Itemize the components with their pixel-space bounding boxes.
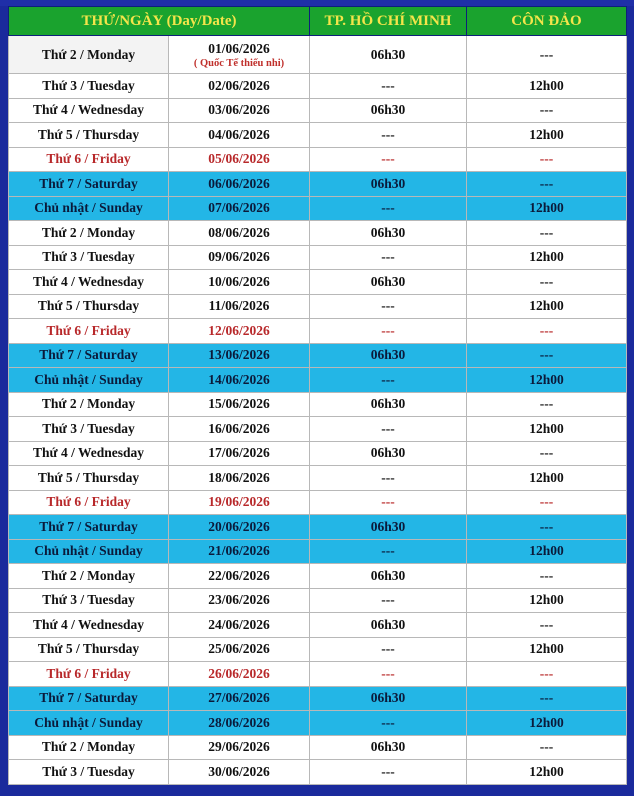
hcm-time-cell: --- xyxy=(310,245,467,270)
schedule-row xyxy=(9,417,627,442)
con-dao-time-cell: --- xyxy=(467,441,627,466)
schedule-row xyxy=(9,221,627,246)
con-dao-time-cell: --- xyxy=(467,36,627,74)
hcm-time-cell: --- xyxy=(310,74,467,99)
con-dao-time-cell: 12h00 xyxy=(467,74,627,99)
con-dao-time-cell: 12h00 xyxy=(467,588,627,613)
day-cell: Thứ 6 / Friday xyxy=(9,319,169,344)
con-dao-time-cell: --- xyxy=(467,172,627,197)
day-cell: Thứ 3 / Tuesday xyxy=(9,588,169,613)
schedule-row xyxy=(9,613,627,638)
hcm-time-cell: --- xyxy=(310,662,467,687)
date-cell: 17/06/2026 xyxy=(169,441,310,466)
header-hcm: TP. HỒ CHÍ MINH xyxy=(310,7,467,36)
date-cell: 13/06/2026 xyxy=(169,343,310,368)
date-cell: 29/06/2026 xyxy=(169,735,310,760)
con-dao-time-cell: 12h00 xyxy=(467,123,627,148)
hcm-time-cell: 06h30 xyxy=(310,564,467,589)
hcm-time-cell: --- xyxy=(310,760,467,785)
con-dao-time-cell: 12h00 xyxy=(467,417,627,442)
date-label: 01/06/2026 xyxy=(208,40,270,56)
hcm-time-cell: --- xyxy=(310,637,467,662)
day-cell: Thứ 2 / Monday xyxy=(9,735,169,760)
hcm-time-cell: --- xyxy=(310,588,467,613)
schedule-row xyxy=(9,490,627,515)
con-dao-time-cell: --- xyxy=(467,392,627,417)
con-dao-time-cell: --- xyxy=(467,515,627,540)
header-day-date: THỨ/NGÀY (Day/Date) xyxy=(9,7,310,36)
con-dao-time-cell: --- xyxy=(467,564,627,589)
day-cell: Chủ nhật / Sunday xyxy=(9,196,169,221)
hcm-time-cell: 06h30 xyxy=(310,172,467,197)
date-cell: 03/06/2026 xyxy=(169,98,310,123)
con-dao-time-cell: --- xyxy=(467,221,627,246)
schedule-row xyxy=(9,686,627,711)
date-cell: 18/06/2026 xyxy=(169,466,310,491)
con-dao-time-cell: --- xyxy=(467,735,627,760)
schedule-row xyxy=(9,466,627,491)
schedule-row xyxy=(9,172,627,197)
date-cell: 19/06/2026 xyxy=(169,490,310,515)
date-cell: 25/06/2026 xyxy=(169,637,310,662)
day-cell: Thứ 6 / Friday xyxy=(9,490,169,515)
date-cell: 14/06/2026 xyxy=(169,368,310,393)
day-cell: Thứ 2 / Monday xyxy=(9,564,169,589)
hcm-time-cell: --- xyxy=(310,368,467,393)
con-dao-time-cell: 12h00 xyxy=(467,245,627,270)
day-cell: Thứ 7 / Saturday xyxy=(9,343,169,368)
date-cell: 06/06/2026 xyxy=(169,172,310,197)
date-cell: 15/06/2026 xyxy=(169,392,310,417)
holiday-note: ( Quốc Tế thiếu nhi) xyxy=(193,57,285,69)
day-cell: Chủ nhật / Sunday xyxy=(9,368,169,393)
hcm-time-cell: 06h30 xyxy=(310,98,467,123)
schedule-row xyxy=(9,147,627,172)
schedule-row xyxy=(9,270,627,295)
day-cell: Thứ 3 / Tuesday xyxy=(9,417,169,442)
day-cell: Thứ 7 / Saturday xyxy=(9,172,169,197)
date-cell: 26/06/2026 xyxy=(169,662,310,687)
day-cell: Thứ 5 / Thursday xyxy=(9,466,169,491)
con-dao-time-cell: --- xyxy=(467,662,627,687)
hcm-time-cell: --- xyxy=(310,319,467,344)
date-cell: 09/06/2026 xyxy=(169,245,310,270)
day-cell: Thứ 3 / Tuesday xyxy=(9,74,169,99)
hcm-time-cell: 06h30 xyxy=(310,36,467,74)
date-cell: 28/06/2026 xyxy=(169,711,310,736)
schedule-row xyxy=(9,343,627,368)
date-cell: 22/06/2026 xyxy=(169,564,310,589)
con-dao-time-cell: --- xyxy=(467,270,627,295)
hcm-time-cell: 06h30 xyxy=(310,270,467,295)
date-cell: 11/06/2026 xyxy=(169,294,310,319)
schedule-row xyxy=(9,711,627,736)
header-con-dao: CÔN ĐẢO xyxy=(467,7,627,36)
date-cell: 16/06/2026 xyxy=(169,417,310,442)
schedule-row xyxy=(9,98,627,123)
schedule-row xyxy=(9,294,627,319)
hcm-time-cell: --- xyxy=(310,417,467,442)
date-cell: 21/06/2026 xyxy=(169,539,310,564)
schedule-row xyxy=(9,74,627,99)
day-cell: Thứ 5 / Thursday xyxy=(9,294,169,319)
hcm-time-cell: 06h30 xyxy=(310,221,467,246)
hcm-time-cell: --- xyxy=(310,147,467,172)
date-cell: 02/06/2026 xyxy=(169,74,310,99)
schedule-row xyxy=(9,662,627,687)
schedule-row xyxy=(9,515,627,540)
hcm-time-cell: 06h30 xyxy=(310,735,467,760)
con-dao-time-cell: 12h00 xyxy=(467,294,627,319)
hcm-time-cell: --- xyxy=(310,490,467,515)
schedule-row xyxy=(9,245,627,270)
schedule-row xyxy=(9,36,627,74)
day-cell: Thứ 2 / Monday xyxy=(9,36,169,74)
date-cell: 07/06/2026 xyxy=(169,196,310,221)
con-dao-time-cell: 12h00 xyxy=(467,466,627,491)
date-cell: 30/06/2026 xyxy=(169,760,310,785)
schedule-row xyxy=(9,735,627,760)
hcm-time-cell: --- xyxy=(310,123,467,148)
date-cell: 12/06/2026 xyxy=(169,319,310,344)
hcm-time-cell: 06h30 xyxy=(310,343,467,368)
con-dao-time-cell: --- xyxy=(467,147,627,172)
schedule-row xyxy=(9,539,627,564)
schedule-body xyxy=(9,36,627,785)
schedule-row xyxy=(9,319,627,344)
con-dao-time-cell: --- xyxy=(467,686,627,711)
schedule-row xyxy=(9,760,627,785)
schedule-row xyxy=(9,637,627,662)
date-cell: 23/06/2026 xyxy=(169,588,310,613)
day-cell: Thứ 4 / Wednesday xyxy=(9,613,169,638)
con-dao-time-cell: 12h00 xyxy=(467,711,627,736)
hcm-time-cell: 06h30 xyxy=(310,686,467,711)
hcm-time-cell: 06h30 xyxy=(310,441,467,466)
hcm-time-cell: --- xyxy=(310,294,467,319)
con-dao-time-cell: 12h00 xyxy=(467,539,627,564)
con-dao-time-cell: --- xyxy=(467,490,627,515)
header-row xyxy=(9,7,627,36)
hcm-time-cell: 06h30 xyxy=(310,392,467,417)
day-cell: Thứ 4 / Wednesday xyxy=(9,270,169,295)
con-dao-time-cell: --- xyxy=(467,343,627,368)
schedule-row xyxy=(9,564,627,589)
con-dao-time-cell: 12h00 xyxy=(467,368,627,393)
con-dao-time-cell: --- xyxy=(467,613,627,638)
schedule-row xyxy=(9,123,627,148)
date-cell: 24/06/2026 xyxy=(169,613,310,638)
hcm-time-cell: 06h30 xyxy=(310,515,467,540)
date-cell: 04/06/2026 xyxy=(169,123,310,148)
day-cell: Thứ 2 / Monday xyxy=(9,392,169,417)
con-dao-time-cell: 12h00 xyxy=(467,637,627,662)
date-cell xyxy=(169,36,310,74)
date-cell: 27/06/2026 xyxy=(169,686,310,711)
day-cell: Thứ 4 / Wednesday xyxy=(9,98,169,123)
date-cell: 08/06/2026 xyxy=(169,221,310,246)
schedule-row xyxy=(9,441,627,466)
day-cell: Thứ 4 / Wednesday xyxy=(9,441,169,466)
schedule-row xyxy=(9,588,627,613)
day-cell: Thứ 3 / Tuesday xyxy=(9,245,169,270)
con-dao-time-cell: 12h00 xyxy=(467,760,627,785)
schedule-row xyxy=(9,196,627,221)
day-cell: Thứ 6 / Friday xyxy=(9,147,169,172)
schedule-row xyxy=(9,392,627,417)
day-cell: Chủ nhật / Sunday xyxy=(9,711,169,736)
con-dao-time-cell: --- xyxy=(467,98,627,123)
hcm-time-cell: --- xyxy=(310,539,467,564)
day-cell: Thứ 7 / Saturday xyxy=(9,686,169,711)
hcm-time-cell: 06h30 xyxy=(310,613,467,638)
day-cell: Thứ 5 / Thursday xyxy=(9,123,169,148)
day-cell: Thứ 7 / Saturday xyxy=(9,515,169,540)
schedule-row xyxy=(9,368,627,393)
con-dao-time-cell: 12h00 xyxy=(467,196,627,221)
day-cell: Chủ nhật / Sunday xyxy=(9,539,169,564)
day-cell: Thứ 3 / Tuesday xyxy=(9,760,169,785)
hcm-time-cell: --- xyxy=(310,466,467,491)
schedule-table xyxy=(8,6,627,785)
hcm-time-cell: --- xyxy=(310,196,467,221)
hcm-time-cell: --- xyxy=(310,711,467,736)
date-cell: 20/06/2026 xyxy=(169,515,310,540)
con-dao-time-cell: --- xyxy=(467,319,627,344)
day-cell: Thứ 2 / Monday xyxy=(9,221,169,246)
day-cell: Thứ 5 / Thursday xyxy=(9,637,169,662)
day-cell: Thứ 6 / Friday xyxy=(9,662,169,687)
date-cell: 05/06/2026 xyxy=(169,147,310,172)
date-cell: 10/06/2026 xyxy=(169,270,310,295)
